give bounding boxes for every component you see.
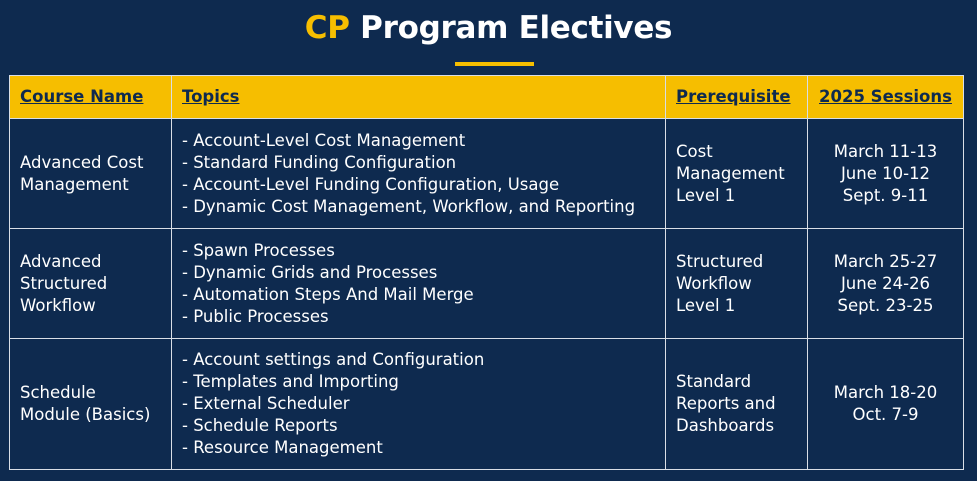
- topics-cell: [172, 229, 666, 339]
- topic-item: - Account-Level Cost Management: [182, 130, 466, 150]
- table-row: [10, 119, 964, 229]
- prerequisite-line: Workflow: [676, 273, 752, 293]
- header-course-name: Course Name: [10, 76, 172, 119]
- topic-item: - Templates and Importing: [182, 372, 399, 391]
- title-text: Program Electives: [360, 10, 673, 46]
- topic-item: - Standard Funding Configuration: [182, 152, 457, 172]
- course-name-cell: [10, 229, 172, 339]
- session-date: June 24-26: [840, 273, 931, 293]
- topic-item: - Account-Level Funding Configuration, Usage: [182, 174, 560, 194]
- prerequisite-line: Management: [676, 163, 785, 183]
- topic-item: - Dynamic Cost Management, Workflow, and Reporting: [182, 196, 636, 216]
- topic-item: - Spawn Processes: [182, 240, 335, 260]
- prerequisite-line: Reports and: [676, 394, 776, 413]
- page-title: [0, 8, 977, 48]
- prerequisite-line: Standard: [676, 372, 752, 391]
- header-topics: Topics: [172, 76, 666, 119]
- sessions-cell: [808, 229, 964, 339]
- prerequisite-line: Structured: [676, 251, 764, 271]
- session-date: March 18-20: [833, 383, 938, 402]
- session-date: Sept. 23-25: [837, 295, 934, 315]
- topic-item: - Automation Steps And Mail Merge: [182, 284, 474, 304]
- prerequisite-line: Level 1: [676, 185, 736, 205]
- prerequisite-line: Cost: [676, 141, 713, 161]
- prerequisite-cell: [666, 119, 808, 229]
- course-name-line: Structured: [20, 273, 108, 293]
- course-name-line: Schedule: [20, 383, 96, 402]
- table-row: [10, 339, 964, 470]
- prerequisite-cell: [666, 339, 808, 470]
- topics-cell: [172, 339, 666, 470]
- title-accent: CP: [304, 10, 350, 46]
- session-date: Oct. 7-9: [852, 405, 919, 424]
- prerequisite-line: Level 1: [676, 295, 736, 315]
- course-name-line: Advanced: [20, 251, 102, 271]
- topic-item: - Resource Management: [182, 438, 383, 457]
- topic-item: - Dynamic Grids and Processes: [182, 262, 438, 282]
- header-prerequisite: Prerequisite: [666, 76, 808, 119]
- course-name-line: Management: [20, 174, 129, 194]
- session-date: March 11-13: [833, 141, 938, 161]
- topic-item: - Account settings and Configuration: [182, 350, 485, 369]
- course-name-cell: [10, 119, 172, 229]
- session-date: June 10-12: [840, 163, 931, 183]
- topic-item: - External Scheduler: [182, 394, 350, 413]
- header-row: [10, 76, 964, 119]
- sessions-cell: [808, 119, 964, 229]
- prerequisite-cell: [666, 229, 808, 339]
- course-name-line: Module (Basics): [20, 405, 151, 424]
- topic-item: - Schedule Reports: [182, 416, 338, 435]
- topic-item: - Public Processes: [182, 306, 329, 326]
- electives-table: [9, 75, 964, 470]
- header-sessions: 2025 Sessions: [808, 76, 964, 119]
- course-name-line: Workflow: [20, 295, 96, 315]
- title-underline: [455, 62, 534, 66]
- table-row: [10, 229, 964, 339]
- topics-cell: [172, 119, 666, 229]
- sessions-cell: [808, 339, 964, 470]
- session-date: Sept. 9-11: [842, 185, 929, 205]
- course-name-line: Advanced Cost: [20, 152, 144, 172]
- prerequisite-line: Dashboards: [676, 416, 775, 435]
- session-date: March 25-27: [833, 251, 938, 271]
- course-name-cell: [10, 339, 172, 470]
